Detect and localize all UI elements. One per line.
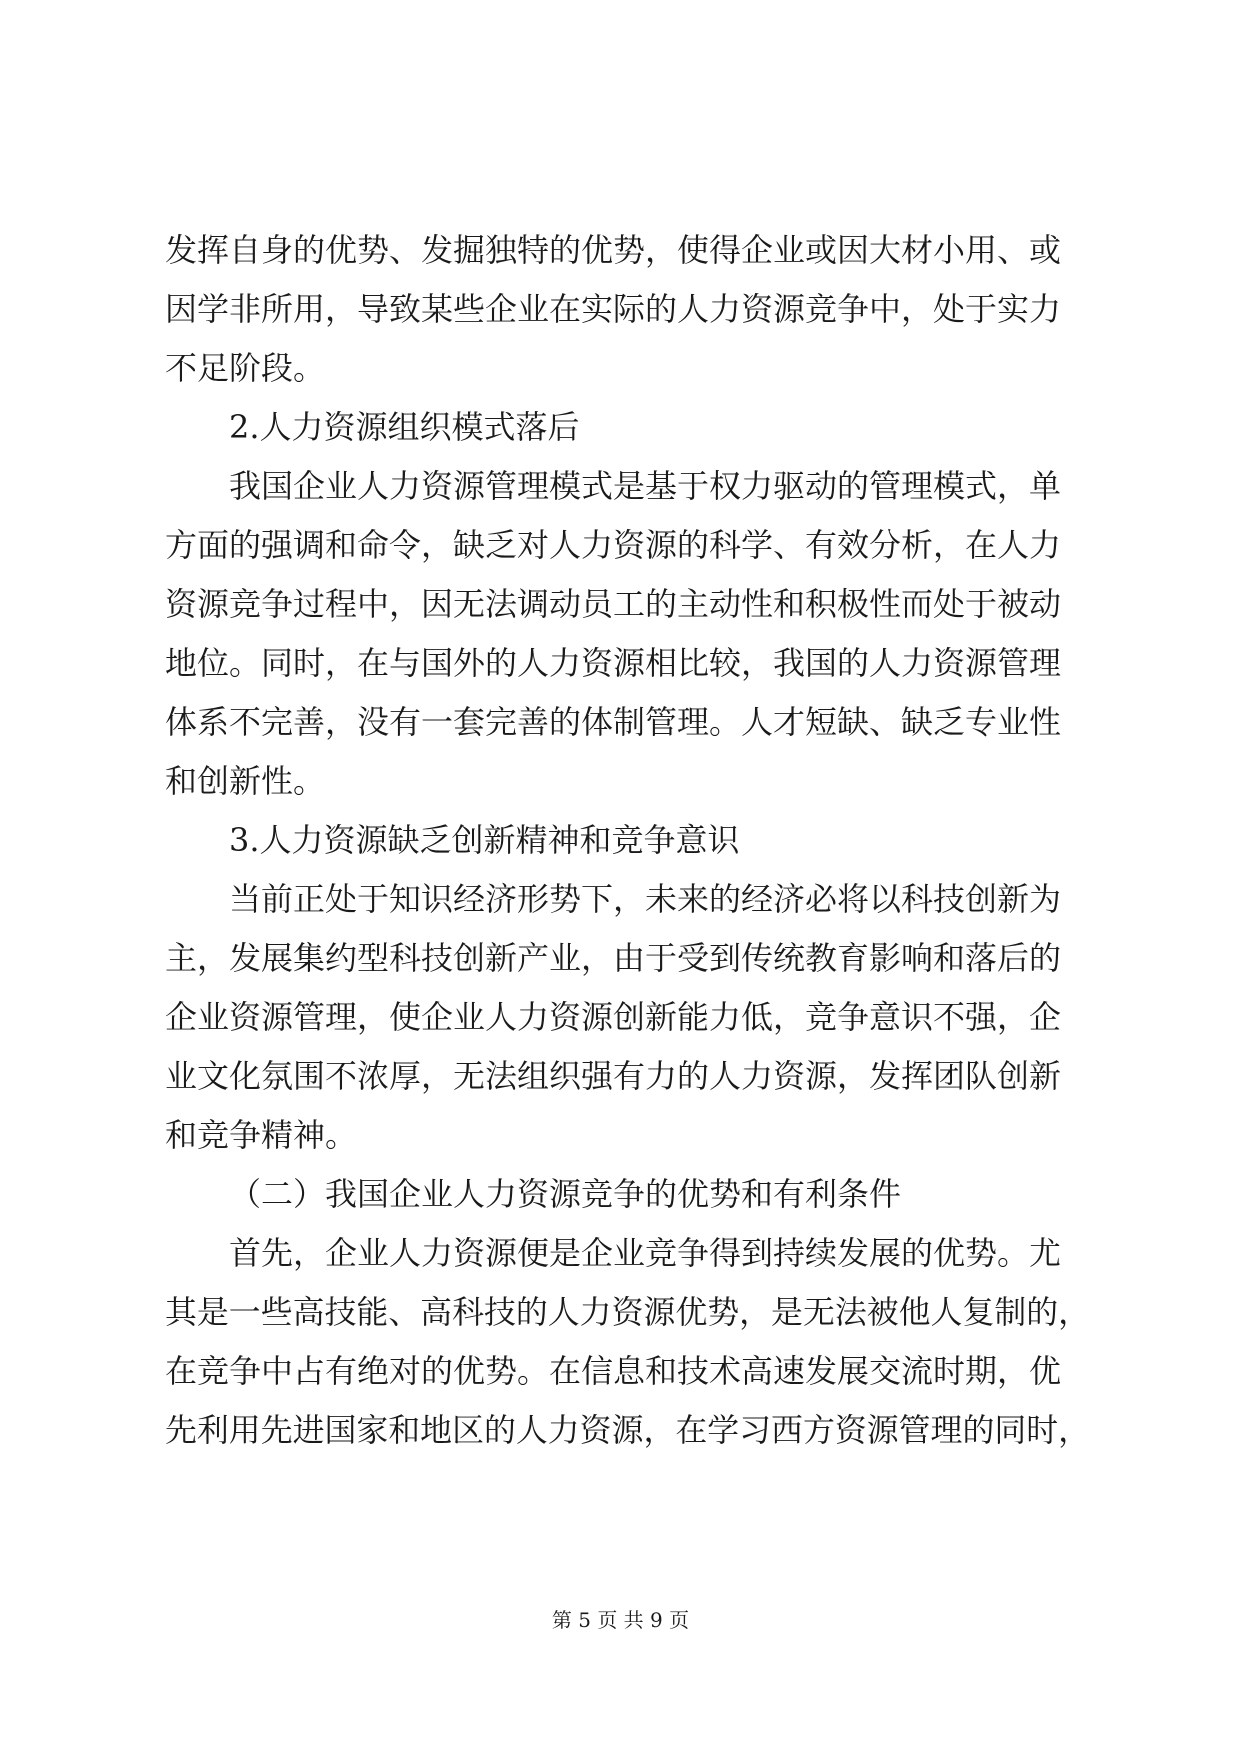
text-line: 不足阶段。: [165, 349, 326, 387]
text-line: 业文化氛围不浓厚，无法组织强有力的人力资源，发挥团队创新: [165, 1057, 1062, 1095]
section-heading: （二）我国企业人力资源竞争的优势和有利条件: [229, 1175, 902, 1213]
text-line: 在竞争中占有绝对的优势。在信息和技术高速发展交流时期，优: [165, 1352, 1062, 1390]
text-line: 和创新性。: [165, 762, 326, 800]
text-line: 企业资源管理，使企业人力资源创新能力低，竞争意识不强，企: [165, 998, 1062, 1036]
text-line: 发挥自身的优势、发掘独特的优势，使得企业或因大材小用、或: [165, 231, 1062, 269]
text-line: 首先，企业人力资源便是企业竞争得到持续发展的优势。尤: [229, 1234, 1062, 1272]
section-heading: 2.人力资源组织模式落后: [229, 408, 580, 446]
section-heading: 3.人力资源缺乏创新精神和竞争意识: [229, 821, 740, 859]
text-line: 因学非所用，导致某些企业在实际的人力资源竞争中，处于实力: [165, 290, 1062, 328]
text-line: 当前正处于知识经济形势下，未来的经济必将以科技创新为: [229, 880, 1062, 918]
text-line: 方面的强调和命令，缺乏对人力资源的科学、有效分析，在人力: [165, 526, 1062, 564]
text-line: 和竞争精神。: [165, 1116, 358, 1154]
text-line: 地位。同时，在与国外的人力资源相比较，我国的人力资源管理: [165, 644, 1062, 682]
page-number-footer: 第 5 页 共 9 页: [551, 1608, 690, 1632]
text-line: 先利用先进国家和地区的人力资源，在学习西方资源管理的同时，: [165, 1411, 1091, 1449]
text-line: 主，发展集约型科技创新产业，由于受到传统教育影响和落后的: [165, 939, 1062, 977]
text-line: 资源竞争过程中，因无法调动员工的主动性和积极性而处于被动: [165, 585, 1062, 623]
text-line: 其是一些高技能、高科技的人力资源优势，是无法被他人复制的，: [165, 1293, 1091, 1331]
text-line: 体系不完善，没有一套完善的体制管理。人才短缺、缺乏专业性: [165, 703, 1062, 741]
text-line: 我国企业人力资源管理模式是基于权力驱动的管理模式，单: [229, 467, 1062, 505]
